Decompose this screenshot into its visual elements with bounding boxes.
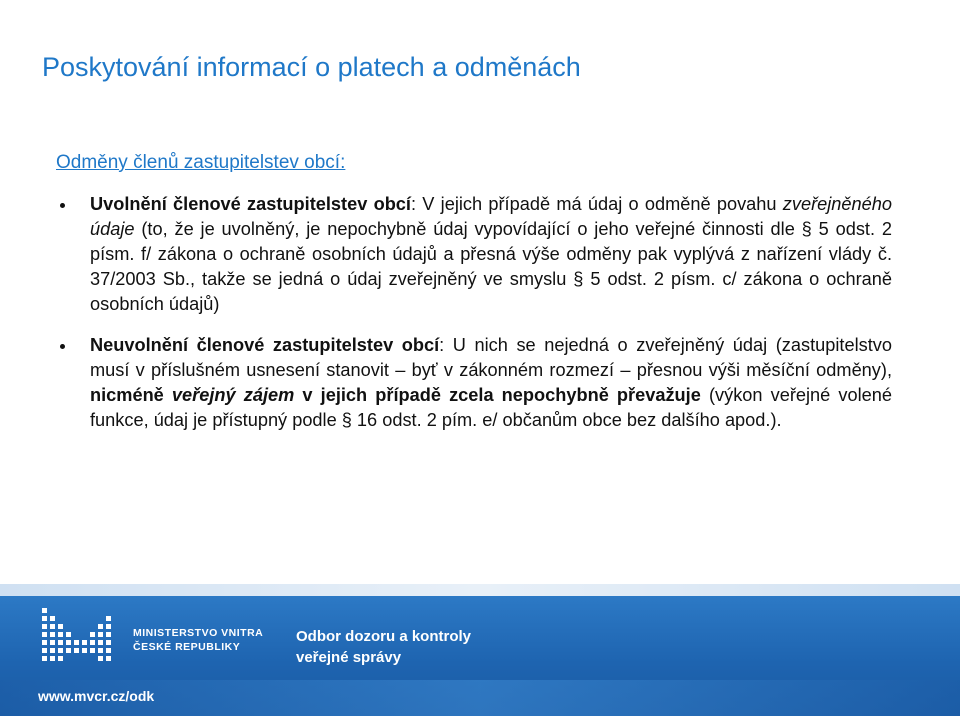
bullet2-text-2: (výkon veřejné volené funkce, údaj je přístupný podle § 16 odst. 2 pím. e/ občanům obce bez dalšího apod.). [90, 385, 892, 430]
bullet1-text-1: : V jejich případě má údaj o odměně povahu [410, 194, 783, 214]
department-line-1: Odbor dozoru a kontroly [296, 628, 471, 645]
bullet2-bold-italic: veřejný zájem [171, 385, 295, 405]
footer-top-fade [0, 584, 960, 596]
slide-title: Poskytování informací o platech a odměnách [42, 52, 581, 83]
bullet2-text-1: : U nich se nejedná o zveřejněný údaj (zastupitelstvo musí v příslušném usnesení stanovit – byť v zákonném rozmezí – přesnou výši měsíční odměny), [90, 335, 892, 380]
bullet2-bold-1: Neuvolnění členové zastupitelstev obcí [90, 335, 440, 355]
department-line-2: veřejné správy [296, 649, 402, 666]
ministry-name [133, 626, 263, 654]
website-link[interactable]: www.mvcr.cz/odk [38, 688, 155, 704]
bullet-item-uvolneni [56, 192, 892, 317]
footer-banner [0, 584, 960, 716]
ministry-line-2: ČESKÉ REPUBLIKY [133, 641, 241, 653]
bullet-dot-icon [60, 203, 65, 208]
bullet-list [56, 192, 892, 433]
section-subtitle: Odměny členů zastupitelstev obcí: [56, 152, 346, 173]
ministry-logo-icon [38, 606, 118, 668]
bullet-dot-icon [60, 344, 65, 349]
bullet2-bold-2: nicméně [90, 385, 172, 405]
bullet1-italic: zveřejněného údaje [90, 194, 893, 239]
department-name [296, 626, 471, 668]
bullet2-bold-3: v jejich případě zcela nepochybně převažuje [294, 385, 701, 405]
bullet1-text-2: (to, že je uvolněný, je nepochybně údaj vypovídající o jeho veřejné činnosti dle § 5 odst. 2 písm. f/ zákona o ochraně osobních údajů a přesná výše odměny pak vyplývá z nařízení vlády č. 37/2003 Sb., takže se jedná o údaj zveřejněný ve smyslu § 5 odst. 2 písm. c/ zákona o ochraně osobních údajů) [90, 219, 892, 314]
bullet1-bold: Uvolnění členové zastupitelstev obcí [90, 194, 411, 214]
bullet-item-neuvolneni [56, 333, 892, 433]
ministry-line-1: MINISTERSTVO VNITRA [133, 627, 264, 639]
